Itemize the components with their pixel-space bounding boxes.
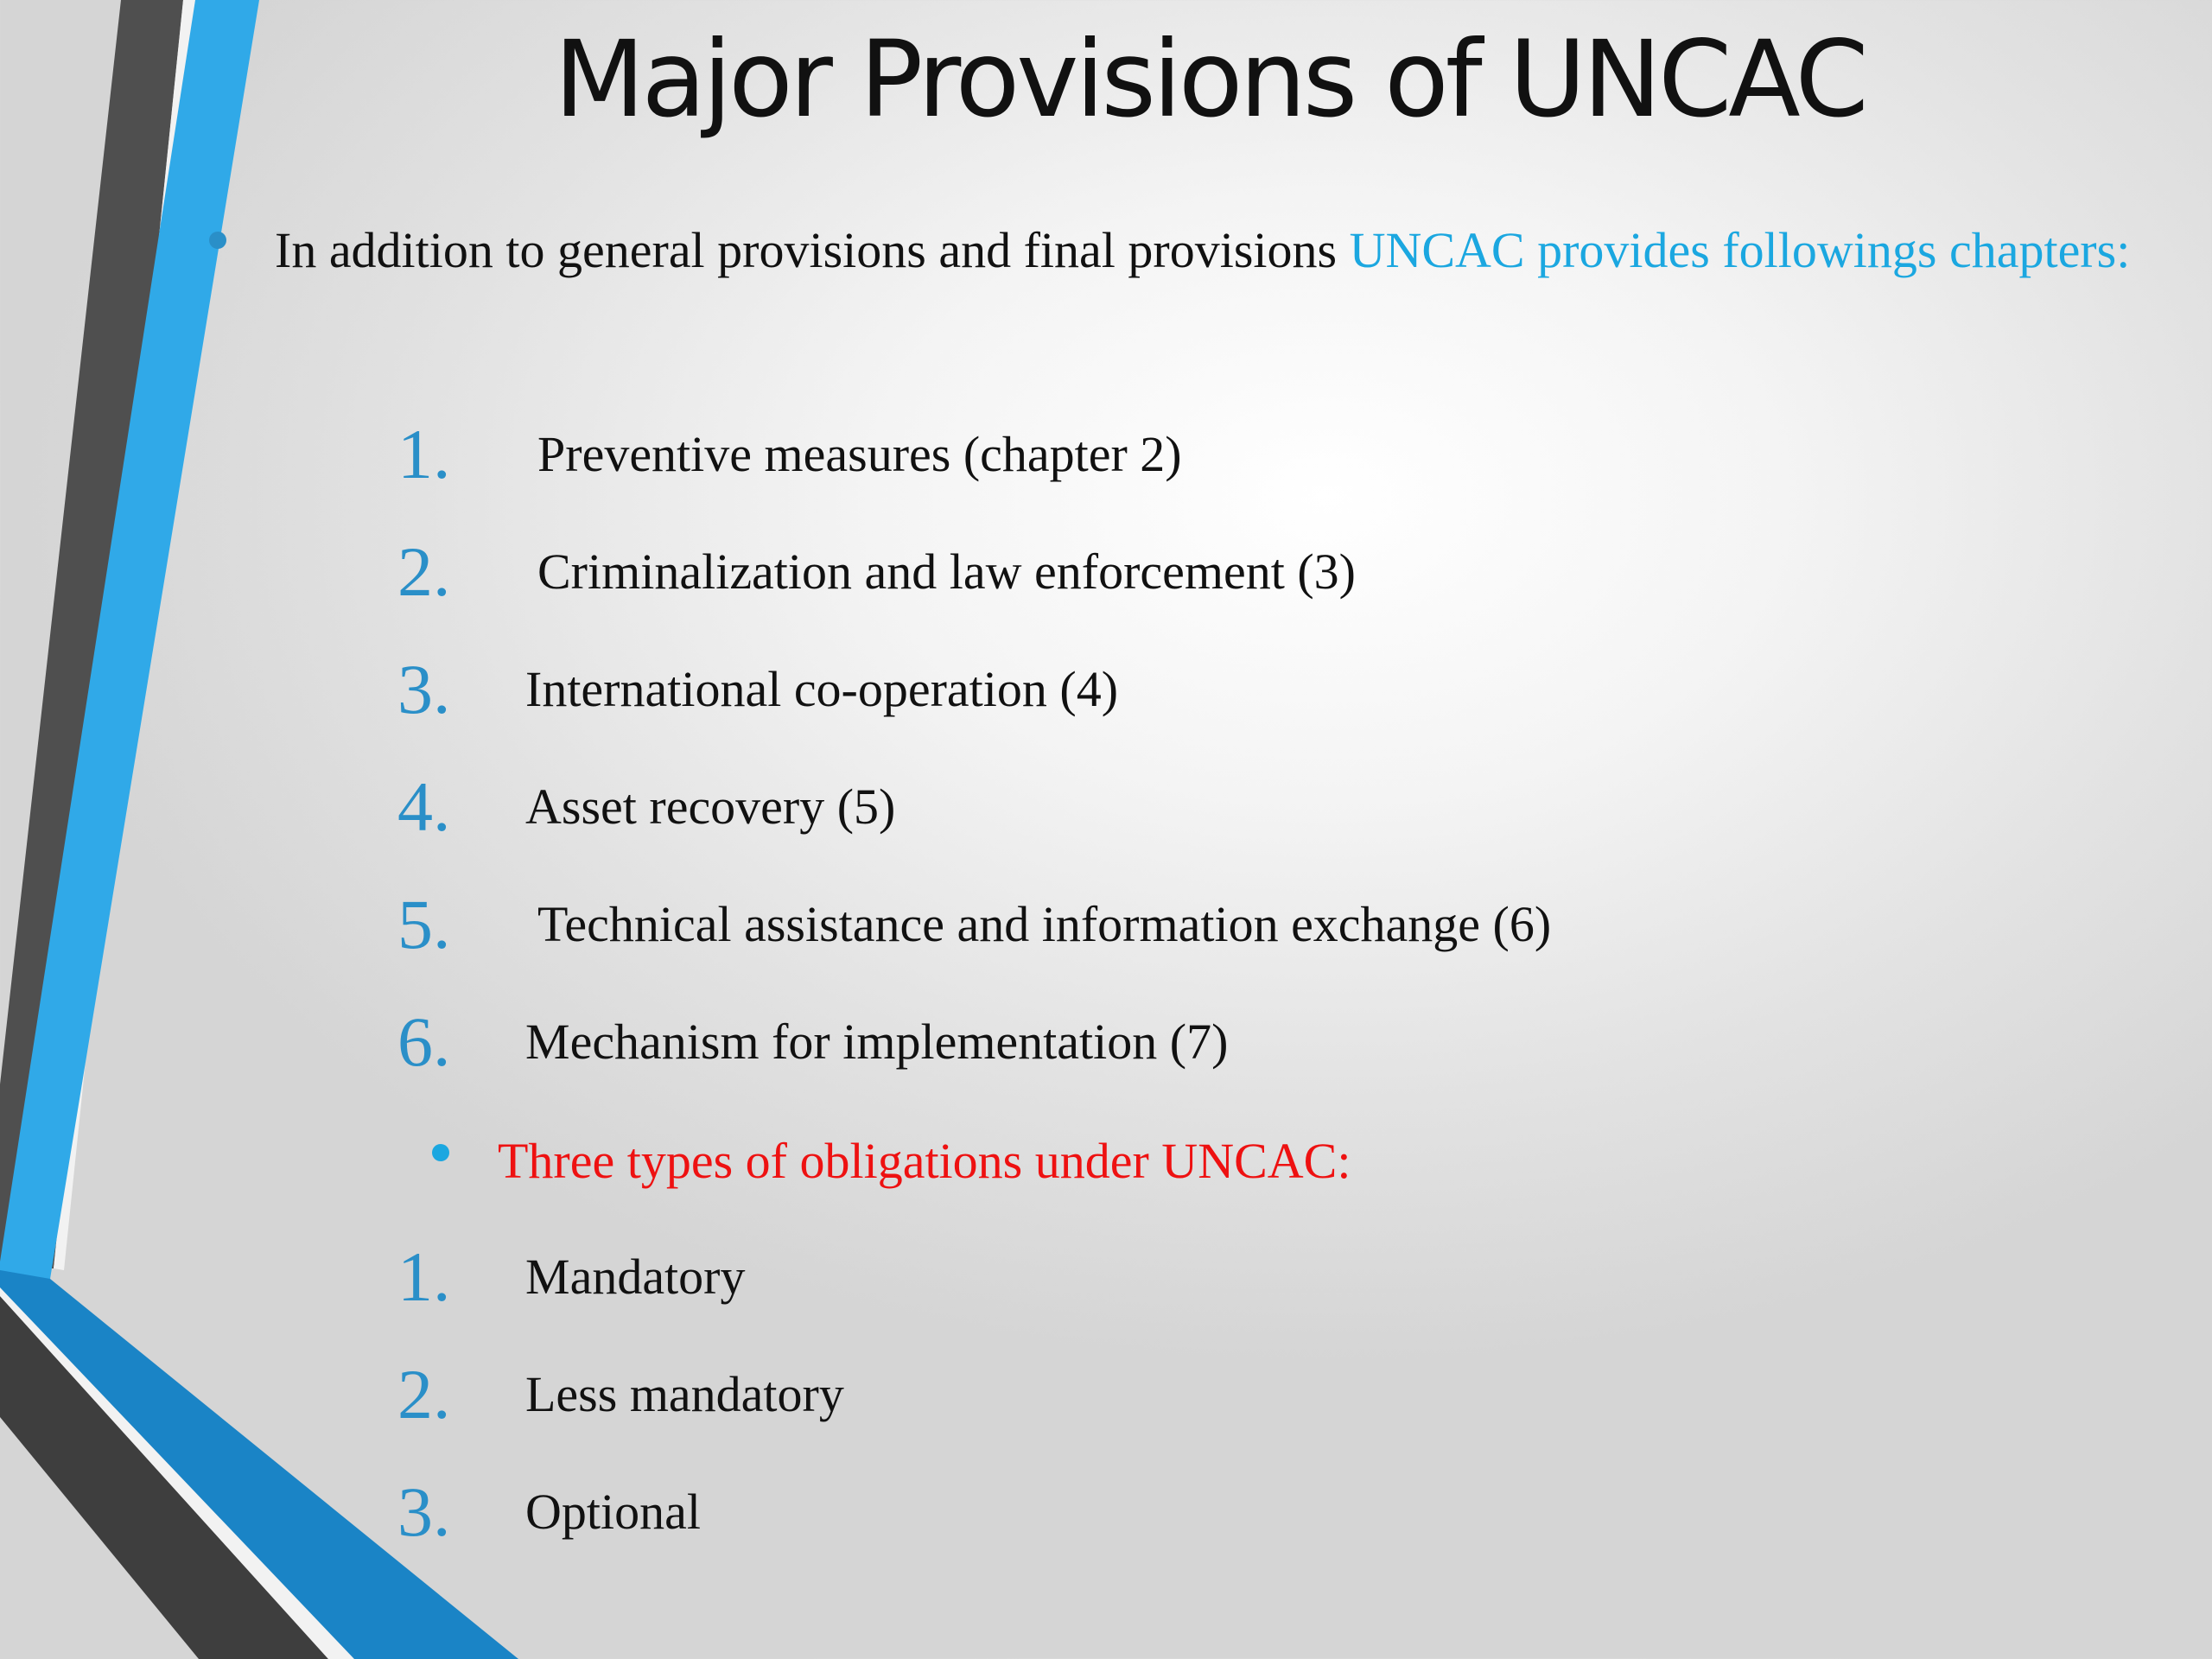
list-item-text: Mandatory [525,1249,746,1305]
list-item-text: International co-operation (4) [525,661,1119,717]
intro-highlight: UNCAC provides followings chapters: [1349,222,2131,278]
list-number: 2. [397,532,451,611]
list-item-text: Mechanism for implementation (7) [525,1014,1229,1070]
intro-bullet [209,232,226,249]
list-item-text: Less mandatory [525,1366,844,1422]
list-number: 3. [397,650,451,728]
page-title: Major Provisions of UNCAC [554,18,1866,141]
list-number: 5. [397,885,451,963]
obligations-heading: Three types of obligations under UNCAC: [498,1133,1351,1189]
list-number: 4. [397,767,451,846]
list-item-text: Preventive measures (chapter 2) [537,426,1182,482]
list-number: 3. [397,1472,451,1551]
list-item-text: Technical assistance and information exchange (6) [537,896,1552,952]
list-number: 1. [397,415,451,493]
list-item-text: Asset recovery (5) [525,779,896,835]
list-number: 1. [397,1237,451,1316]
obligations-bullet [432,1144,449,1161]
intro-text: In addition to general provisions and final provisions [275,222,1350,278]
list-number: 6. [397,1002,451,1081]
list-item-text: Optional [525,1484,701,1540]
dark-vertical-stripe [0,0,183,1268]
list-number: 2. [397,1355,451,1433]
list-item-text: Criminalization and law enforcement (3) [537,543,1356,600]
intro-paragraph [275,207,2210,294]
